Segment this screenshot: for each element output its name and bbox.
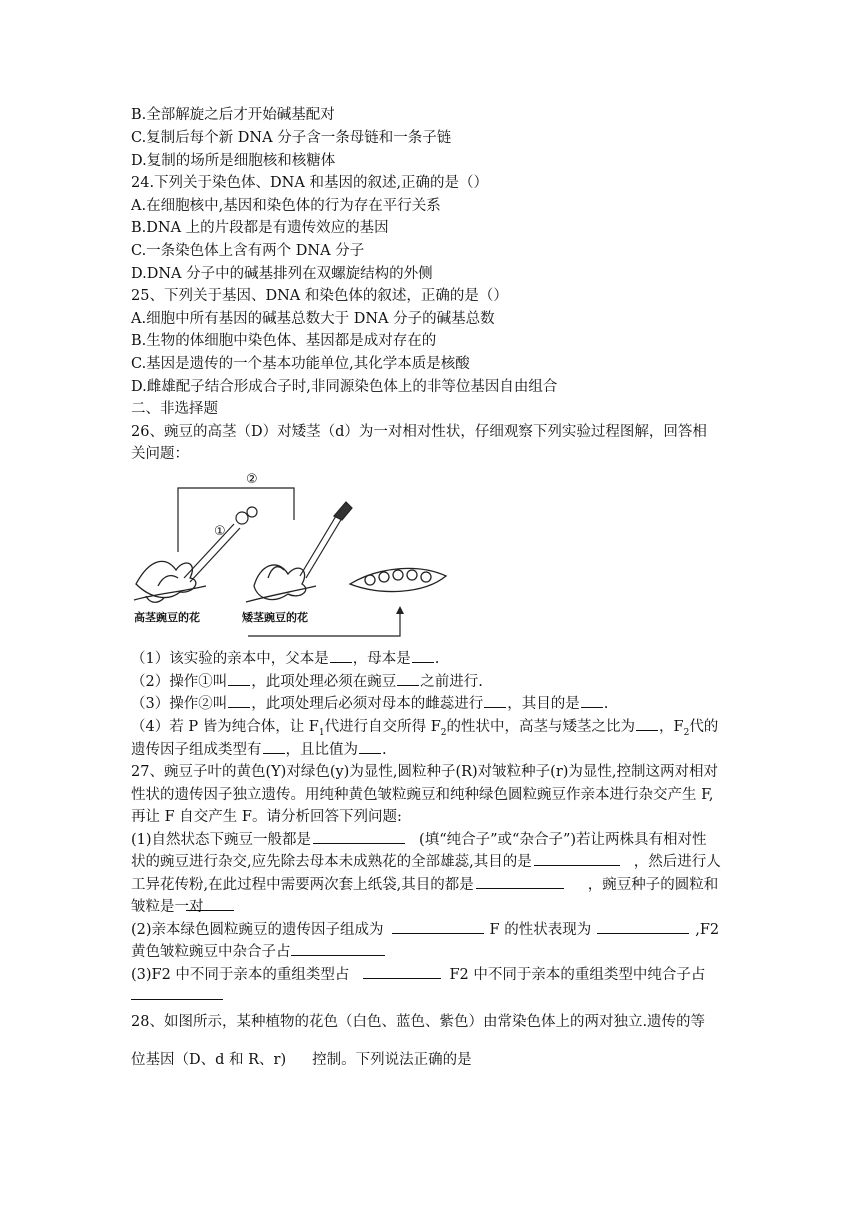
answer-blank[interactable]: [363, 964, 441, 979]
text-line: B.生物的体细胞中染色体、基因都是成对存在的: [131, 333, 437, 349]
answer-blank[interactable]: [392, 919, 484, 934]
text-line: C.一条染色体上含有两个 DNA 分子: [131, 243, 365, 259]
question-27-part-2: (2)亲本绿色圆粒豌豆的遗传因子组成为 F 的性状表现为 ,F2: [131, 919, 719, 941]
text-line: D.DNA 分子中的碱基排列在双螺旋结构的外侧: [131, 266, 433, 282]
text-line: B.DNA 上的片段都是有遗传效应的基因: [131, 220, 389, 236]
answer-blank[interactable]: [636, 716, 658, 731]
text-line: 再让 F 自交产生 F。请分析回答下列问题:: [131, 809, 402, 825]
text-line: 位基因（D、d 和 R、r) 控制。下列说法正确的是: [131, 1052, 472, 1068]
marker-1: ①: [214, 524, 226, 539]
label-short-flower: 矮茎豌豆的花: [242, 611, 308, 624]
answer-blank[interactable]: [313, 829, 405, 844]
label-tall-flower: 高茎豌豆的花: [134, 611, 200, 624]
answer-blank[interactable]: [359, 739, 381, 754]
text-line: 黄色皱粒豌豆中杂合子占: [131, 941, 385, 963]
answer-blank[interactable]: [476, 874, 564, 889]
question-24-stem: 24.下列关于染色体、DNA 和基因的叙述,正确的是（）: [131, 175, 489, 191]
answer-blank[interactable]: [534, 851, 620, 866]
question-27-part-1: (1)自然状态下豌豆一般都是 (填“纯合子”或“杂合子”)若让两株具有相对性: [131, 829, 707, 851]
text-line: A.在细胞核中,基因和染色体的行为存在平行关系: [131, 198, 441, 214]
text-line: C.复制后每个新 DNA 分子含一条母链和一条子链: [131, 130, 452, 146]
question-26-part-4-cont: 遗传因子组成类型有 ，且比值为 .: [131, 739, 387, 761]
pea-experiment-figure: [128, 466, 458, 642]
answer-blank[interactable]: [186, 896, 234, 911]
section-heading: 二、非选择题: [131, 401, 218, 417]
question-27-part-3: (3)F2 中不同于亲本的重组类型占 F2 中不同于亲本的重组类型中纯合子占: [131, 964, 705, 986]
answer-blank[interactable]: [131, 999, 223, 1000]
answer-blank[interactable]: [581, 693, 603, 708]
question-26-part-3: （3）操作②叫 ，此项处理后必须对母本的雌蕊进行 ，其目的是 .: [131, 693, 608, 715]
answer-blank[interactable]: [412, 648, 434, 663]
text-line: B.全部解旋之后才开始碱基配对: [131, 107, 335, 123]
marker-2: ②: [246, 472, 258, 487]
answer-blank[interactable]: [228, 671, 250, 686]
answer-blank[interactable]: [484, 693, 506, 708]
question-26-part-1: （1）该实验的亲本中，父本是 ，母本是 .: [131, 648, 439, 670]
text-line: 状的豌豆进行杂交,应先除去母本未成熟花的全部雄蕊,其目的是 ，然后进行人: [131, 851, 721, 873]
text-line: D.复制的场所是细胞核和核糖体: [131, 153, 336, 169]
question-26-part-2: （2）操作①叫 ，此项处理必须在豌豆 之前进行.: [131, 671, 483, 693]
text-line: D.雌雄配子结合形成合子时,非同源染色体上的非等位基因自由组合: [131, 379, 558, 395]
question-26-part-4: （4）若 P 皆为纯合体，让 $F_1$代进行自交所得 $F_2$的性状中，高茎与矮茎之比为 ，$F_2$代的: [131, 716, 718, 738]
answer-blank[interactable]: [263, 739, 285, 754]
text-line: 性状的遗传因子独立遗传。用纯种黄色皱粒豌豆和纯种绿色圆粒豌豆作亲本进行杂交产生 F,: [131, 787, 714, 803]
answer-blank[interactable]: [597, 919, 689, 934]
text-line: 工异花传粉,在此过程中需要两次套上纸袋,其目的都是 ，豌豆种子的圆粒和: [131, 874, 718, 896]
question-25-stem: 25、下列关于基因、DNA 和染色体的叙述，正确的是（）: [131, 288, 508, 304]
text-line: C.基因是遗传的一个基本功能单位,其化学本质是核酸: [131, 356, 470, 372]
answer-blank[interactable]: [330, 648, 352, 663]
text-line: 关问题：: [131, 446, 189, 462]
answer-blank[interactable]: [397, 671, 419, 686]
answer-blank[interactable]: [291, 941, 385, 956]
text-line: A.细胞中所有基因的碱基总数大于 DNA 分子的碱基总数: [131, 311, 495, 327]
text-line: 皱粒是一对: [131, 896, 234, 918]
question-28-stem: 28、如图所示，某种植物的花色（白色、蓝色、紫色）由常染色体上的两对独立.遗传的等: [131, 1014, 706, 1030]
question-26-stem: 26、豌豆的高茎（D）对矮茎（d）为一对相对性状，仔细观察下列实验过程图解，回答相: [131, 424, 707, 440]
question-27-stem: 27、豌豆子叶的黄色(Y)对绿色(y)为显性,圆粒种子(R)对皱粒种子(r)为显性,控制这两对相对: [131, 764, 719, 780]
answer-blank[interactable]: [228, 693, 250, 708]
